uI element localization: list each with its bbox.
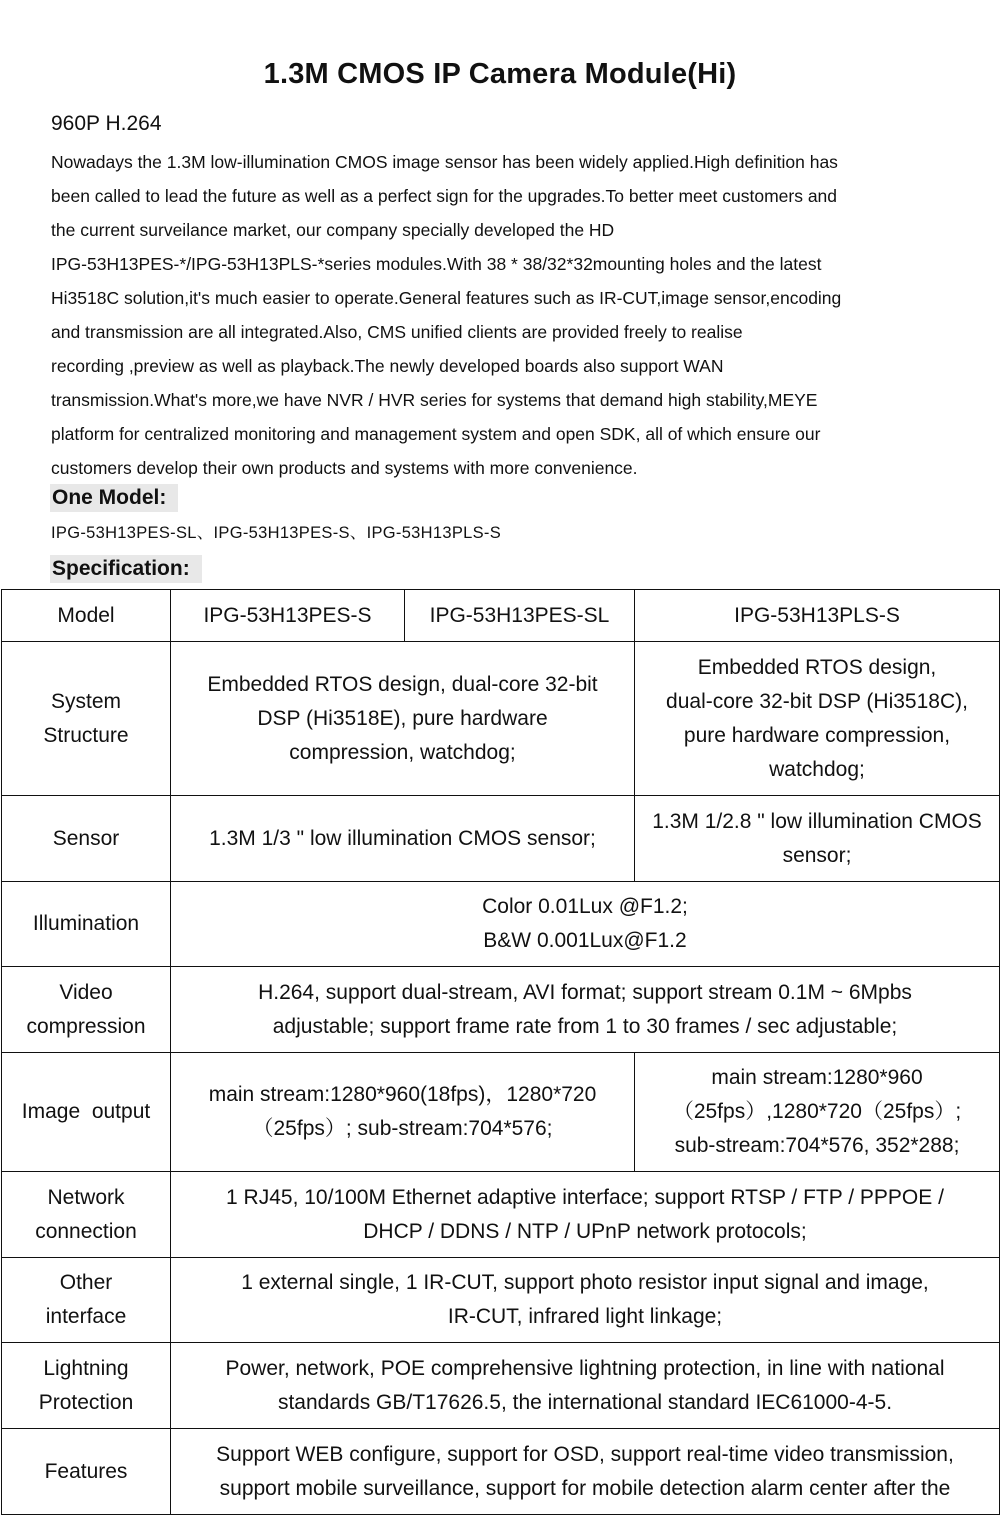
intro-line: and transmission are all integrated.Also, CMS unified clients are provided freely to realise — [51, 322, 743, 342]
row-label-image-output: Image output — [2, 1053, 171, 1172]
intro-paragraph — [51, 145, 951, 485]
cell-line: H.264, support dual-stream, AVI format; support stream 0.1M ~ 6Mpbs — [258, 980, 912, 1004]
cell-line: 1.3M 1/2.8 " low illumination CMOS — [652, 809, 982, 833]
image-output-pls — [635, 1053, 1000, 1172]
cell-line: main stream:1280*960(18fps)，1280*720 — [208, 1083, 597, 1106]
cell-line: standards GB/T17626.5, the international standard IEC61000-4-5. — [277, 1390, 893, 1414]
intro-line: been called to lead the future as well as a perfect sign for the upgrades.To better meet customers and — [51, 186, 838, 206]
label-line: connection — [35, 1219, 137, 1243]
intro-line: IPG-53H13PES-*/IPG-53H13PLS-*series modules.With 38 * 38/32*32mounting holes and the latest — [51, 254, 822, 274]
table-row-features — [2, 1429, 1000, 1515]
cell-line: 1 external single, 1 IR-CUT, support photo resistor input signal and image, — [241, 1271, 929, 1294]
cell-line: watchdog; — [769, 757, 865, 781]
specification-table — [1, 589, 1000, 1515]
intro-line: Hi3518C solution,it's much easier to operate.General features such as IR-CUT,image sensor,encoding — [51, 288, 842, 308]
cell-line: compression, watchdog; — [289, 740, 516, 764]
cell-line: adjustable; support frame rate from 1 to 30 frames / sec adjustable; — [272, 1014, 898, 1038]
one-model-heading: One Model: — [50, 484, 178, 512]
other-interface-value — [171, 1258, 1000, 1343]
label-line: System — [50, 689, 121, 713]
table-row-network-connection — [2, 1172, 1000, 1258]
intro-line: the current surveilance market, our company specially developed the HD — [51, 220, 615, 240]
models-line: IPG-53H13PES-SL、IPG-53H13PES-S、IPG-53H13PLS-S — [51, 524, 502, 542]
intro-line: transmission.What's more,we have NVR / HVR series for systems that demand high stability,MEYE — [51, 390, 818, 410]
subtitle: 960P H.264 — [51, 112, 162, 135]
label-line: Protection — [38, 1390, 134, 1414]
illumination-value — [171, 882, 1000, 967]
cell-line: Power, network, POE comprehensive lightning protection, in line with national — [225, 1356, 945, 1380]
intro-line: customers develop their own products and systems with more convenience. — [51, 458, 638, 478]
label-line: Network — [47, 1185, 125, 1209]
label-line: interface — [45, 1305, 127, 1328]
label-line: Other — [59, 1271, 113, 1294]
cell-line: 1 RJ45, 10/100M Ethernet adaptive interface; support RTSP / FTP / PPPOE / — [226, 1185, 944, 1209]
cell-line: Color 0.01Lux @F1.2; — [482, 895, 688, 918]
row-label-network-connection — [2, 1172, 171, 1258]
table-row-model — [2, 590, 1000, 642]
cell-line: support mobile surveillance, support for mobile detection alarm center after the — [219, 1476, 951, 1500]
table-row-other-interface — [2, 1258, 1000, 1343]
cell-line: Embedded RTOS design, — [697, 655, 937, 679]
table-row-sensor — [2, 796, 1000, 882]
cell-line: pure hardware compression, — [683, 723, 951, 747]
intro-line: platform for centralized monitoring and management system and open SDK, all of which ensure our — [51, 424, 821, 444]
row-label-features: Features — [2, 1429, 171, 1515]
table-row-illumination — [2, 882, 1000, 967]
video-compression-value — [171, 967, 1000, 1053]
cell-line: （25fps）,1280*720（25fps）; — [672, 1100, 962, 1123]
cell-line: DSP (Hi3518E), pure hardware — [257, 706, 548, 730]
specification-heading: Specification: — [50, 555, 202, 583]
label-line: Video — [59, 980, 113, 1004]
cell-line: Support WEB configure, support for OSD, support real-time video transmission, — [216, 1442, 954, 1466]
table-row-system-structure — [2, 642, 1000, 796]
row-label-illumination: Illumination — [2, 882, 171, 967]
cell-line: sensor; — [782, 843, 852, 867]
row-label-system-structure — [2, 642, 171, 796]
label-line: Lightning — [43, 1356, 129, 1380]
label-line: compression — [26, 1014, 146, 1038]
table-row-video-compression — [2, 967, 1000, 1053]
table-row-lightning-protection — [2, 1343, 1000, 1429]
row-label-other-interface — [2, 1258, 171, 1343]
cell-line: sub-stream:704*576, 352*288; — [674, 1134, 960, 1157]
row-label-model: Model — [2, 590, 171, 642]
cell-line: （25fps）; sub-stream:704*576; — [252, 1117, 553, 1140]
label-line: Structure — [43, 723, 129, 747]
system-structure-pls — [635, 642, 1000, 796]
table-row-image-output — [2, 1053, 1000, 1172]
network-connection-value — [171, 1172, 1000, 1258]
row-label-video-compression — [2, 967, 171, 1053]
intro-line: recording ,preview as well as playback.The newly developed boards also support WAN — [51, 356, 724, 376]
cell-line: B&W 0.001Lux@F1.2 — [483, 929, 687, 952]
intro-line: Nowadays the 1.3M low-illumination CMOS image sensor has been widely applied.High definition has — [51, 152, 838, 172]
page-title: 1.3M CMOS IP Camera Module(Hi) — [263, 58, 737, 90]
row-label-lightning-protection — [2, 1343, 171, 1429]
model-col-pes-s: IPG-53H13PES-S — [171, 590, 405, 642]
sensor-pls — [635, 796, 1000, 882]
cell-line: dual-core 32-bit DSP (Hi3518C), — [666, 689, 968, 713]
features-value — [171, 1429, 1000, 1515]
cell-line: main stream:1280*960 — [711, 1066, 923, 1089]
model-col-pls-s: IPG-53H13PLS-S — [635, 590, 1000, 642]
cell-line: IR-CUT, infrared light linkage; — [447, 1305, 723, 1328]
sensor-pes: 1.3M 1/3 " low illumination CMOS sensor; — [171, 796, 635, 882]
lightning-protection-value — [171, 1343, 1000, 1429]
cell-line: Embedded RTOS design, dual-core 32-bit — [207, 672, 598, 696]
cell-line: DHCP / DDNS / NTP / UPnP network protocols; — [363, 1219, 807, 1243]
model-col-pes-sl: IPG-53H13PES-SL — [405, 590, 635, 642]
system-structure-pes — [171, 642, 635, 796]
image-output-pes — [171, 1053, 635, 1172]
row-label-sensor: Sensor — [2, 796, 171, 882]
